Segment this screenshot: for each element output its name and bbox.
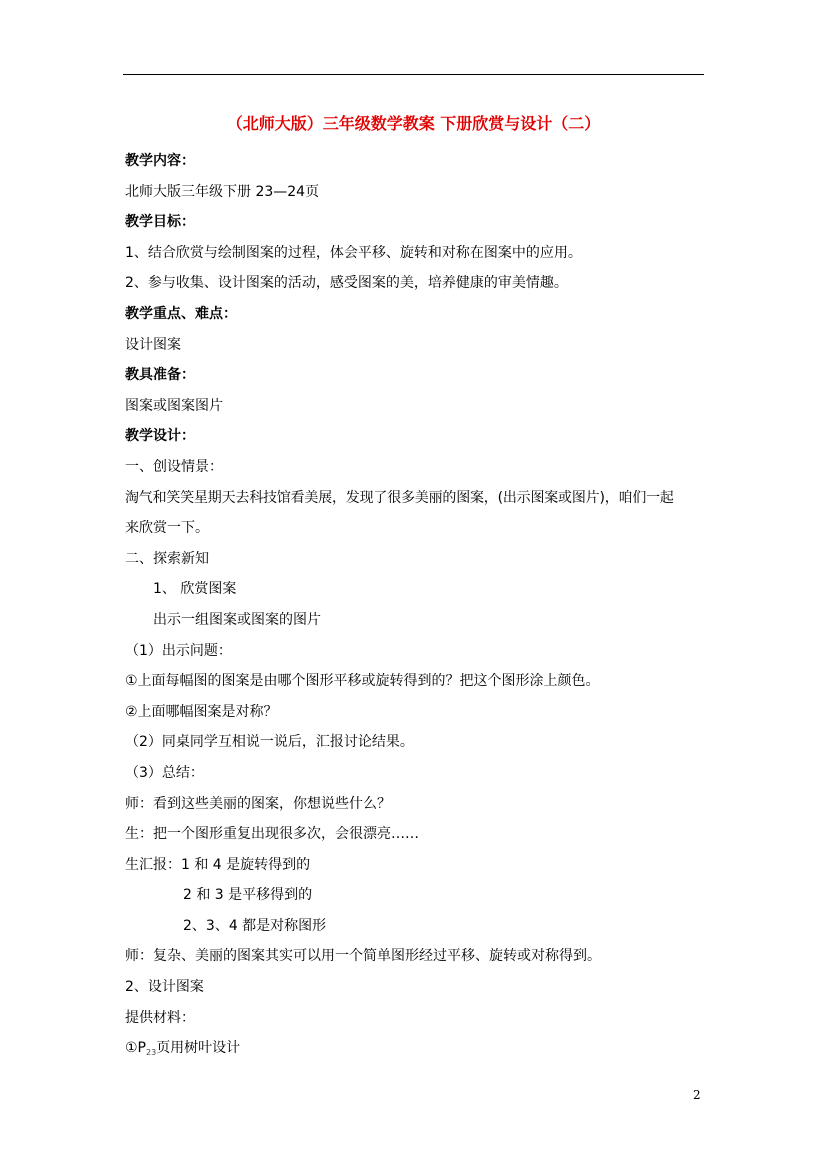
line-heading-design: 教学设计： (125, 428, 195, 444)
line-scenario-1: 淘气和笑笑星期天去科技馆看美展，发现了很多美丽的图案，(出示图案或图片)，咱们一起 (125, 490, 674, 506)
line-question-1: ①上面每幅图的图案是由哪个图形平移或旋转得到的？把这个图形涂上颜色。 (125, 673, 600, 689)
line-student-1: 生：把一个图形重复出现很多次，会很漂亮…… (125, 826, 419, 842)
line-design-heading: 2、设计图案 (125, 979, 204, 995)
line-heading-content: 教学内容： (125, 153, 195, 169)
line-heading-keypoints: 教学重点、难点： (125, 306, 237, 322)
line-section-1: 一、创设情景： (125, 459, 223, 475)
line-objective-2: 2、参与收集、设计图案的活动，感受图案的美，培养健康的审美情趣。 (125, 275, 568, 291)
line-keypoints-text: 设计图案 (125, 337, 181, 353)
line-heading-materials: 教具准备： (125, 367, 195, 383)
line-report-1: 生汇报：1 和 4 是旋转得到的 (125, 857, 311, 873)
line-material-1 (125, 1038, 240, 1063)
document-title: （北师大版）三年级数学教案 下册欣赏与设计（二） (226, 114, 601, 133)
line-summary: （3）总结： (125, 765, 204, 781)
page-number: 2 (693, 1088, 701, 1102)
line-section-2: 二、探索新知 (125, 551, 209, 567)
line-teacher-2: 师：复杂、美丽的图案其实可以用一个简单图形经过平移、旋转或对称得到。 (125, 948, 601, 964)
line-discussion: （2）同桌同学互相说一说后，汇报讨论结果。 (125, 734, 414, 750)
line-scenario-2: 来欣赏一下。 (125, 520, 209, 536)
header-rule (123, 74, 704, 75)
line-heading-objectives: 教学目标： (125, 214, 195, 230)
line-report-2: 2 和 3 是平移得到的 (183, 887, 313, 903)
line-report-3: 2、3、4 都是对称图形 (183, 918, 327, 934)
line-objective-1: 1、结合欣赏与绘制图案的过程，体会平移、旋转和对称在图案中的应用。 (125, 245, 582, 261)
line-question-heading: （1）出示问题： (125, 643, 232, 659)
line-show-images: 出示一组图案或图案的图片 (153, 612, 321, 628)
line-content-text: 北师大版三年级下册 23—24页 (125, 184, 320, 200)
material-1-suffix: 页用树叶设计 (156, 1040, 241, 1056)
material-1-prefix: ①P (125, 1040, 146, 1056)
line-teacher-1: 师：看到这些美丽的图案，你想说些什么？ (125, 796, 391, 812)
line-sub-1: 1、 欣赏图案 (153, 581, 237, 597)
line-question-2: ②上面哪幅图案是对称？ (125, 704, 278, 720)
line-provide-materials: 提供材料： (125, 1010, 195, 1026)
material-1-subscript: 23 (146, 1048, 157, 1057)
line-materials-text: 图案或图案图片 (125, 398, 223, 414)
